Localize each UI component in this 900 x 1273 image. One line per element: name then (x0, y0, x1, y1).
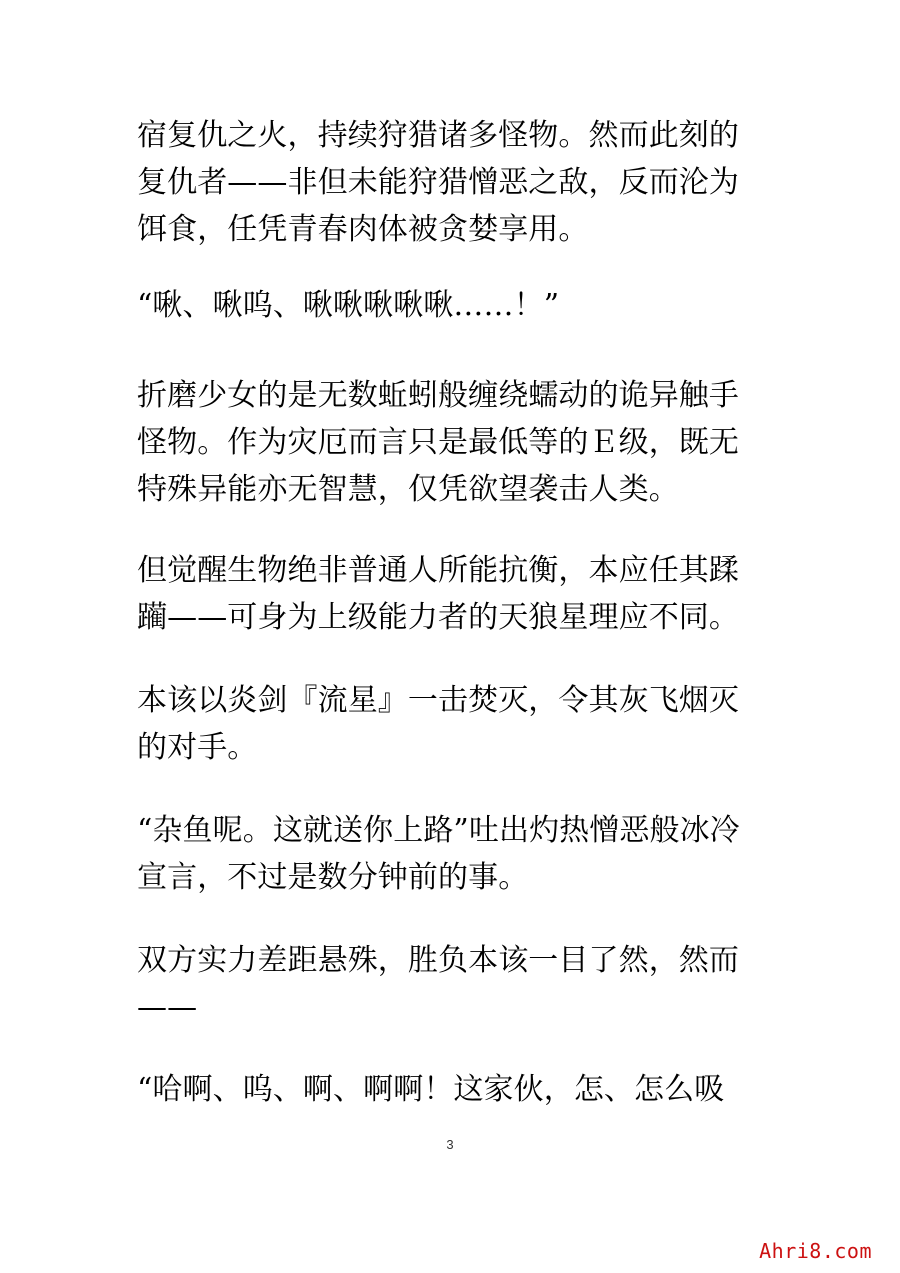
paragraph: “啾、啾呜、啾啾啾啾啾……！” (137, 288, 560, 323)
paragraph: “哈啊、呜、啊、啊啊！这家伙，怎、怎么吸 (137, 1072, 725, 1107)
paragraph: 宿复仇之火，持续狩猎诸多怪物。然而此刻的复仇者——非但未能狩猎憎恶之敌，反而沦为饵食，任凭青春肉体被贪婪享用。 (137, 118, 739, 247)
page-number: 3 (446, 1137, 454, 1152)
watermark: Ahri8.com (759, 1239, 872, 1263)
paragraph: 折磨少女的是无数蚯蚓般缠绕蠕动的诡异触手怪物。作为灾厄而言只是最低等的Ｅ级，既无特殊异能亦无智慧，仅凭欲望袭击人类。 (137, 378, 739, 507)
paragraph: “杂鱼呢。这就送你上路”吐出灼热憎恶般冰冷宣言，不过是数分钟前的事。 (137, 813, 740, 895)
paragraph: 但觉醒生物绝非普通人所能抗衡，本应任其蹂躏——可身为上级能力者的天狼星理应不同。 (137, 553, 739, 635)
paragraph: 本该以炎剑『流星』一击焚灭，令其灰飞烟灭的对手。 (137, 683, 739, 765)
paragraph: 双方实力差距悬殊，胜负本该一目了然，然而—— (137, 943, 739, 1025)
